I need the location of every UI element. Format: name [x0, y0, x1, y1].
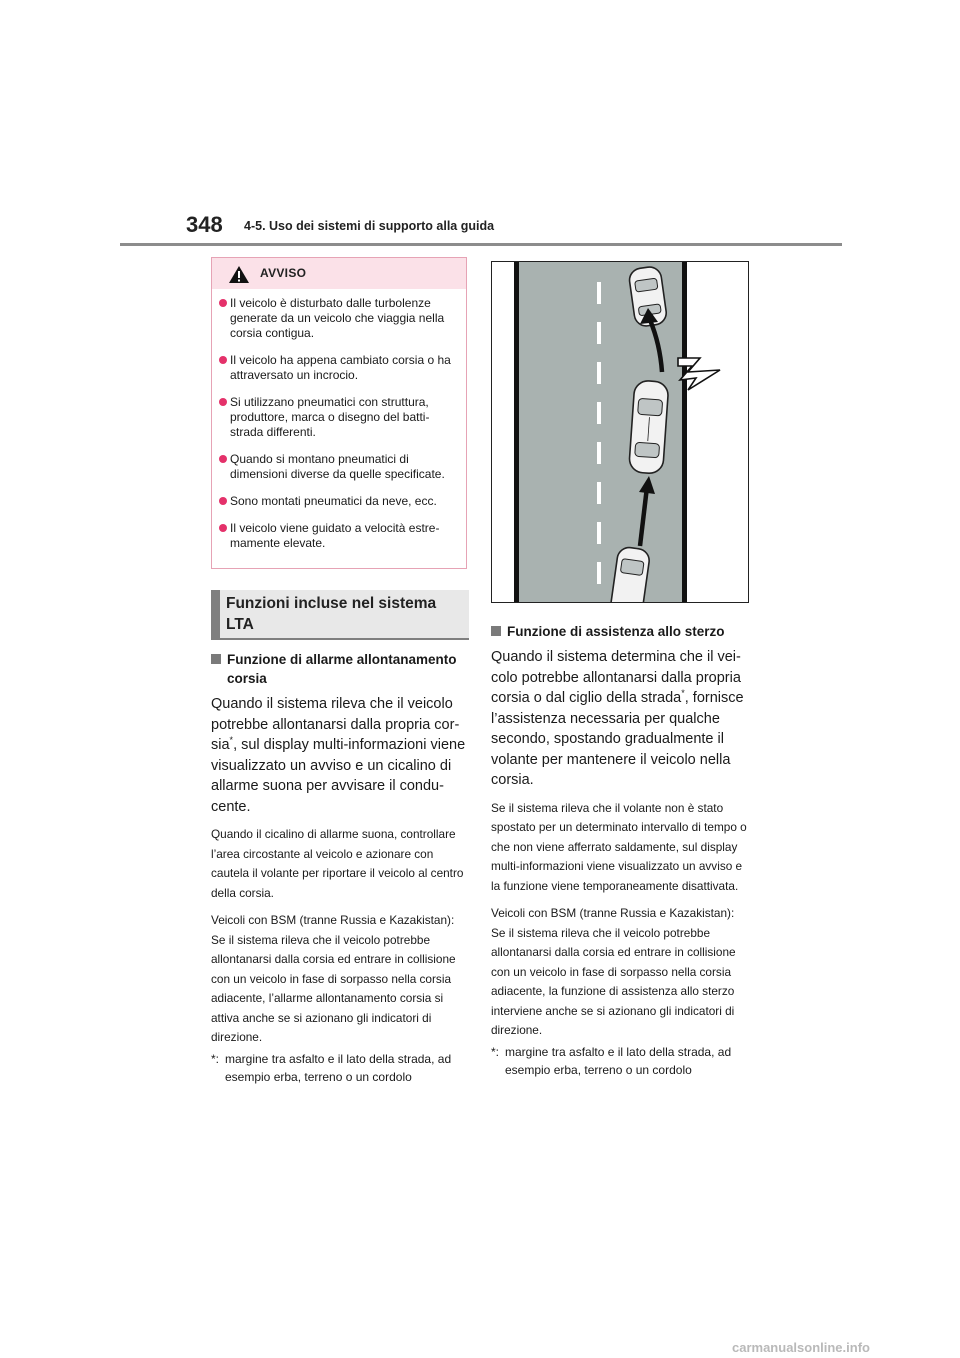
bullet-icon — [219, 497, 227, 505]
steering-assist-note-1: Se il sistema rileva che il volante non è stato spostato per un determinato intervallo di tempo o che non viene afferrato saldamente, sul display multi-informazioni viene visualizzato un avviso e la funzione viene temporaneamente disattivata. — [491, 800, 747, 893]
bullet-icon — [219, 299, 227, 307]
lane-departure-title: Funzione di allarme allontanamento corsia — [211, 650, 469, 688]
warning-list — [212, 289, 466, 551]
footer-watermark[interactable]: carmanualsonline.info — [732, 1340, 870, 1355]
warning-title: AVVISO — [260, 266, 307, 280]
warning-item: Il veicolo ha appena cambiato corsia o ha attraversato un incrocio. — [219, 353, 458, 383]
warning-triangle-icon — [228, 265, 250, 284]
section-heading-text: Funzioni incluse nel sistema LTA — [226, 595, 437, 633]
right-column — [491, 612, 749, 1079]
lane-departure-note-2: Veicoli con BSM (tranne Russia e Kazakistan): Se il sistema rileva che il veicolo potrebbe allontanarsi dalla corsia ed entrare in collisione con un veicolo in fase di sorpasso nella corsia adiacente, l’allarme allontanamento corsia si attiva anche se si azionano gli indicatori di direzione. — [211, 913, 456, 1044]
steering-assist-note-2: Veicoli con BSM (tranne Russia e Kazakistan): Se il sistema rileva che il veicolo potrebbe allontanarsi dalla corsia ed entrare in collisione con un veicolo in fase di sorpasso nella corsia adiacente, la funzione di assistenza allo sterzo interviene anche se si azionano gli indicatori di direzione. — [491, 906, 736, 1037]
road-edge-left — [514, 262, 519, 602]
bullet-icon — [219, 455, 227, 463]
lane-departure-footnote: *: margine tra asfalto e il lato della strada, ad esempio erba, terreno o un cordolo — [211, 1051, 452, 1084]
warning-header — [212, 258, 466, 289]
header-rule — [120, 243, 842, 246]
warning-box — [211, 257, 467, 569]
bullet-icon — [219, 356, 227, 364]
car-middle-icon — [629, 380, 669, 474]
lane-illustration-svg — [492, 262, 748, 602]
warning-item: Il veicolo è disturbato dalle turbolenze generate da un veicolo che viaggia nella corsia contigua. — [219, 296, 458, 341]
warning-item: Il veicolo viene guidato a velocità estremamente elevate. — [219, 521, 458, 551]
lane-departure-note-1: Quando il cicalino di allarme suona, controllare l’area circostante al veicolo e azionare con cautela il volante per riportare il veicolo al centro della corsia. — [211, 827, 464, 900]
steering-assist-footnote: *: margine tra asfalto e il lato della strada, ad esempio erba, terreno o un cordolo — [491, 1044, 732, 1077]
square-bullet-icon — [211, 654, 221, 664]
bullet-icon — [219, 524, 227, 532]
page-number: 348 — [186, 212, 223, 237]
warning-item: Quando si montano pneumatici di dimensioni diverse da quelle specificate. — [219, 452, 458, 482]
warning-item: Si utilizzano pneumatici con struttura, produttore, marca o disegno del battistrada differenti. — [219, 395, 458, 440]
lane-illustration — [491, 261, 749, 603]
section-heading — [211, 590, 469, 640]
bullet-icon — [219, 398, 227, 406]
warning-item: Sono montati pneumatici da neve, ecc. — [219, 494, 458, 509]
left-column — [211, 257, 469, 1086]
steering-assist-intro: Quando il sistema determina che il veicolo potrebbe allontanarsi dalla propria corsia o dal ciglio della strada*, fornisce l’assistenza necessaria per qualche secondo, spostando gradualmente il volante per mantenere il veicolo nella corsia. — [491, 649, 744, 788]
road-edge-right — [682, 262, 687, 602]
steering-assist-title: Funzione di assistenza allo sterzo — [491, 622, 749, 641]
section-title: 4-5. Uso dei sistemi di supporto alla guida — [244, 219, 495, 233]
square-bullet-icon — [491, 626, 501, 636]
lane-departure-intro: Quando il sistema rileva che il veicolo potrebbe allontanarsi dalla propria corsia*, sul display multi-informazioni viene visualizzato un avviso e un cicalino di allarme suona per avvisare il conducente. — [211, 696, 466, 815]
